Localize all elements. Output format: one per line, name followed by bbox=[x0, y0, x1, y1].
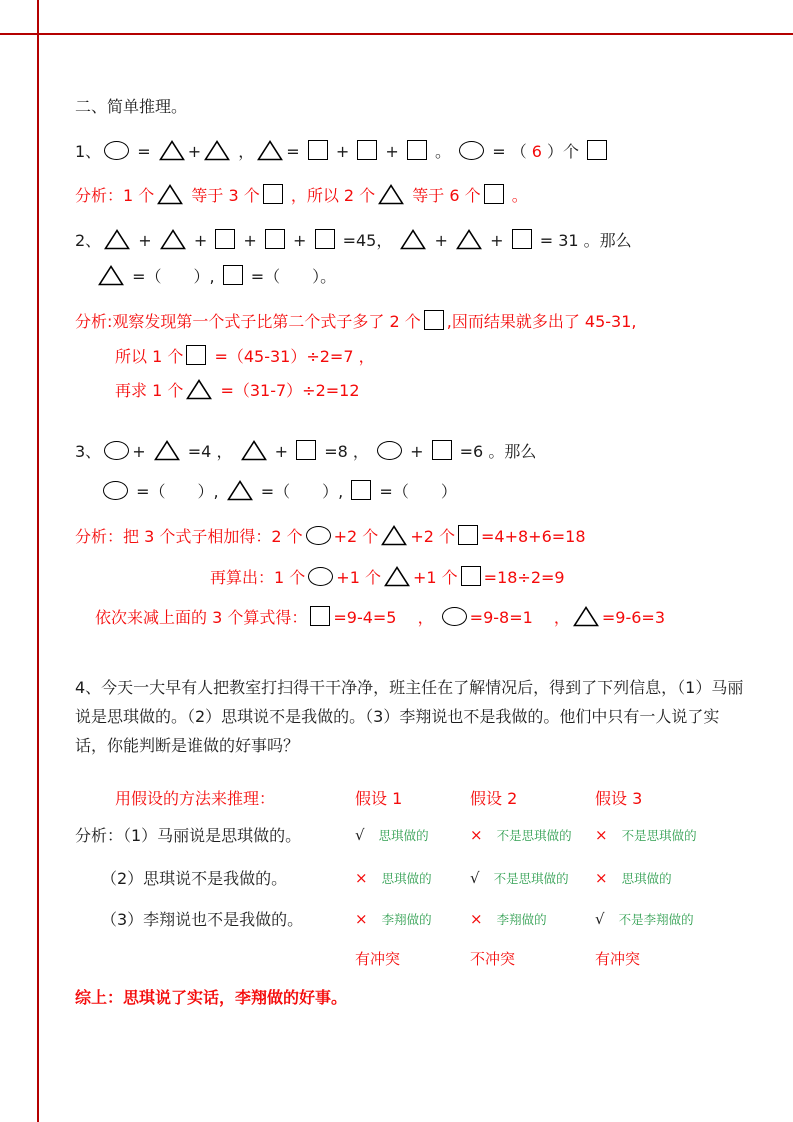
statement-2: （2）思琪说不是我做的。 bbox=[101, 868, 288, 888]
square-icon bbox=[310, 606, 330, 626]
triangle-icon bbox=[456, 229, 482, 250]
triangle-icon bbox=[186, 379, 212, 400]
triangle-icon bbox=[204, 140, 230, 161]
triangle-icon bbox=[227, 480, 253, 501]
cell-label: 不是李翔做的 bbox=[618, 911, 694, 927]
triangle-icon bbox=[384, 566, 410, 587]
problem-1-equation-line: 1、 = + ， = + + 。 = （ 6 ）个 bbox=[75, 140, 753, 163]
method-label: 用假设的方法来推理： bbox=[115, 788, 276, 808]
problem-2-equation-line: 2、 + + + + =45， + + = 31 。那么 bbox=[75, 230, 632, 250]
square-icon bbox=[315, 229, 335, 249]
conflict-row bbox=[75, 948, 753, 969]
problem-3-equation-line: 3、 + =4 ， + =8 ， + =6 。那么 bbox=[75, 441, 537, 461]
circle-icon bbox=[308, 567, 333, 586]
square-icon bbox=[357, 140, 377, 160]
problem-2-analysis-1: 分析:观察发现第一个式子比第二个式子多了 2 个 ,因而结果就多出了 45-31, bbox=[75, 311, 637, 331]
square-icon bbox=[484, 184, 504, 204]
cell-label: 李翔做的 bbox=[381, 911, 432, 927]
triangle-icon bbox=[400, 229, 426, 250]
cross-mark-icon: × bbox=[355, 909, 368, 928]
analysis-row-1 bbox=[75, 823, 753, 846]
problem-3-analysis-3: 依次来减上面的 3 个算式得： =9-4=5 ， =9-8=1 ， =9-6=3 bbox=[95, 608, 666, 628]
triangle-icon bbox=[98, 265, 124, 286]
triangle-icon bbox=[104, 229, 130, 250]
hypothesis-1-header: 假设 1 bbox=[355, 788, 403, 808]
row3-hypothesis1-cell bbox=[355, 909, 470, 928]
triangle-icon bbox=[241, 440, 267, 461]
cell-label: 思琪做的 bbox=[378, 827, 429, 843]
hypothesis-2-header: 假设 2 bbox=[470, 788, 518, 808]
cell-label: 李翔做的 bbox=[496, 911, 547, 927]
check-mark-icon: √ bbox=[355, 825, 365, 844]
square-icon bbox=[424, 310, 444, 330]
analysis-row-2 bbox=[75, 866, 753, 889]
hypothesis-3-header: 假设 3 bbox=[595, 788, 643, 808]
analysis-row-3 bbox=[75, 907, 753, 930]
triangle-icon bbox=[159, 140, 185, 161]
cross-mark-icon: × bbox=[595, 825, 608, 844]
problem-4-text: 4、今天一大早有人把教室打扫得干干净净，班主任在了解情况后，得到了下列信息，（1）马丽说是思琪做的。（2）思琪说不是我做的。（3）李翔说也不是我做的。他们中只有一人说了实话，你能判断是谁做的好事吗？ bbox=[75, 677, 744, 755]
square-icon bbox=[587, 140, 607, 160]
statement-1: 分析：（1）马丽说是思琪做的。 bbox=[75, 825, 302, 845]
circle-icon bbox=[103, 481, 128, 500]
problem-2-analysis-3: 再求 1 个 =（31-7）÷2=12 bbox=[115, 381, 360, 401]
triangle-icon bbox=[257, 140, 283, 161]
cross-mark-icon: × bbox=[470, 909, 483, 928]
square-icon bbox=[263, 184, 283, 204]
problem-2-analysis-2: 所以 1 个 =（45-31）÷2=7 ， bbox=[115, 346, 375, 366]
statement-3: （3）李翔说也不是我做的。 bbox=[101, 909, 304, 929]
row2-hypothesis3-cell bbox=[595, 868, 750, 887]
row2-hypothesis1-cell bbox=[355, 868, 470, 887]
square-icon bbox=[296, 440, 316, 460]
conflict-label-3: 有冲突 bbox=[595, 949, 641, 968]
cell-label: 思琪做的 bbox=[381, 870, 432, 886]
circle-icon bbox=[104, 141, 129, 160]
cell-label: 不是思琪做的 bbox=[621, 827, 697, 843]
square-icon bbox=[265, 229, 285, 249]
triangle-icon bbox=[160, 229, 186, 250]
circle-icon bbox=[104, 441, 129, 460]
conflict-label-2: 不冲突 bbox=[470, 949, 516, 968]
problem-2-answer-line: =（ ）, =（ ）。 bbox=[75, 265, 753, 288]
cross-mark-icon: × bbox=[595, 868, 608, 887]
problem-3-analysis-1: 分析：把 3 个式子相加得：2 个 +2 个 +2 个 =4+8+6=18 bbox=[75, 526, 586, 546]
row1-hypothesis1-cell bbox=[355, 825, 470, 844]
worksheet-content bbox=[75, 96, 753, 1008]
problem-3-analysis-2: 再算出：1 个 +1 个 +1 个 =18÷2=9 bbox=[210, 567, 565, 587]
triangle-icon bbox=[154, 440, 180, 461]
square-icon bbox=[458, 525, 478, 545]
hypothesis-header-row bbox=[75, 786, 753, 809]
check-mark-icon: √ bbox=[595, 909, 605, 928]
row1-hypothesis3-cell bbox=[595, 825, 750, 844]
square-icon bbox=[432, 440, 452, 460]
cross-mark-icon: × bbox=[355, 868, 368, 887]
triangle-icon bbox=[573, 606, 599, 627]
square-icon bbox=[223, 265, 243, 285]
square-icon bbox=[407, 140, 427, 160]
square-icon bbox=[351, 480, 371, 500]
circle-icon bbox=[459, 141, 484, 160]
square-icon bbox=[512, 229, 532, 249]
conclusion-line: 综上：思琪说了实话，李翔做的好事。 bbox=[75, 987, 348, 1007]
row3-hypothesis3-cell bbox=[595, 909, 750, 928]
triangle-icon bbox=[378, 184, 404, 205]
circle-icon bbox=[442, 607, 467, 626]
page-border-horizontal-line bbox=[0, 33, 793, 35]
triangle-icon bbox=[381, 525, 407, 546]
page-border-vertical-line bbox=[37, 0, 39, 1122]
square-icon bbox=[215, 229, 235, 249]
problem-1-analysis: 分析：1 个 等于 3 个 ，所以 2 个 等于 6 个 。 bbox=[75, 186, 528, 206]
row2-hypothesis2-cell bbox=[470, 868, 595, 887]
check-mark-icon: √ bbox=[470, 868, 480, 887]
cell-label: 不是思琪做的 bbox=[496, 827, 572, 843]
section-title: 二、简单推理。 bbox=[75, 97, 188, 116]
problem-3-answer-line: =（ ）, =（ ）, =（ ） bbox=[75, 480, 753, 503]
square-icon bbox=[461, 566, 481, 586]
square-icon bbox=[308, 140, 328, 160]
circle-icon bbox=[377, 441, 402, 460]
square-icon bbox=[186, 345, 206, 365]
cell-label: 思琪做的 bbox=[621, 870, 672, 886]
circle-icon bbox=[306, 526, 331, 545]
row3-hypothesis2-cell bbox=[470, 909, 595, 928]
triangle-icon bbox=[157, 184, 183, 205]
cell-label: 不是思琪做的 bbox=[493, 870, 569, 886]
row1-hypothesis2-cell bbox=[470, 825, 595, 844]
conflict-label-1: 有冲突 bbox=[355, 949, 401, 968]
cross-mark-icon: × bbox=[470, 825, 483, 844]
